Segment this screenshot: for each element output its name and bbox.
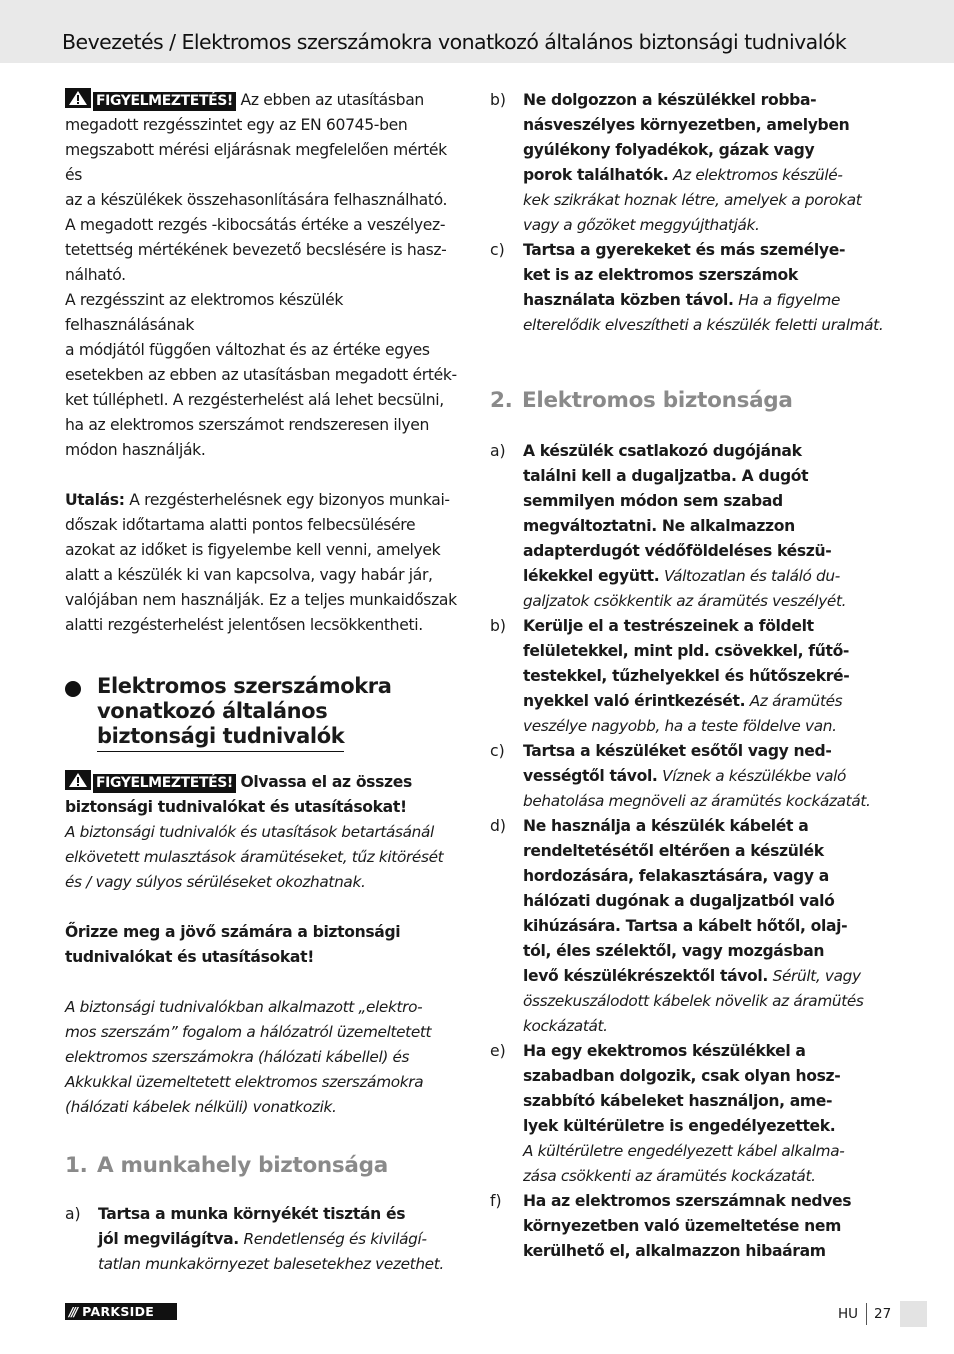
text-line: vagy a gőzöket meggyújthatják. [523, 216, 760, 234]
bullet-icon [65, 681, 81, 697]
text-line: A biztonsági tudnivalókban alkalmazott „elektro- [65, 998, 423, 1016]
general-safety-heading [65, 674, 465, 752]
section-title: Elektromos biztonsága [522, 388, 793, 413]
warning-vibration-paragraph [65, 88, 465, 463]
warning-label: FIGYELMEZTETÉS! [93, 774, 236, 793]
section-2-heading [490, 387, 892, 415]
text-line: Őrizze meg a jövő számára a biztonsági [65, 923, 401, 941]
text-line: Tartsa a készüléket esőtől vagy ned- [523, 742, 832, 760]
text-line: zása csökkenti az áramütés kockázatát. [523, 1167, 816, 1185]
text-line: hordozására, felakasztására, vagy a [523, 867, 829, 885]
footer-tab-box [900, 1301, 927, 1327]
text-line: Az ebben az utasításban [240, 91, 424, 109]
text-line: jól megvilágítva. [98, 1230, 239, 1248]
text-line: A kültérületre engedélyezett kábel alkalma- [523, 1142, 845, 1160]
section-1-heading [65, 1152, 465, 1180]
text-line: Ne használja a készülék kábelét a [523, 817, 809, 835]
text-line: tudnivalókat és utasításokat! [65, 948, 314, 966]
text-line: semmilyen módon sem szabad [523, 492, 783, 510]
item-letter: f) [490, 1192, 502, 1210]
text-line: Tartsa a munka környékét tisztán és [98, 1205, 406, 1223]
text-line: megváltoztatni. Ne alkalmazzon [523, 517, 795, 535]
warning-triangle-icon [65, 88, 91, 107]
note-label: Utalás: [65, 491, 125, 509]
item-letter: a) [490, 442, 506, 460]
text-line: A készülék csatlakozó dugójának [523, 442, 802, 460]
text-line: adapterdugót védőföldeléses készü- [523, 542, 832, 560]
text-line: a módjától függően változhat és az értéke egyes [65, 341, 430, 359]
text-line: szabadban dolgozik, csak olyan hosz- [523, 1067, 841, 1085]
text-line: elkövetett mulasztások áramütéseket, tűz kitörését [65, 848, 444, 866]
language-code: HU [838, 1306, 859, 1322]
list-item [490, 1039, 892, 1189]
text-line: találni kell a dugaljzatba. A dugót [523, 467, 809, 485]
text-line: használata közben távol. [523, 291, 734, 309]
text-line: elektromos szerszámokra (hálózati kábellel) és [65, 1048, 410, 1066]
text-line: összekuszálodott kábelek növelik az áramütés [523, 992, 864, 1010]
text-line: veszélye nagyobb, ha a teste földelve van. [523, 717, 837, 735]
text-line: galjzatok csökkentik az áramütés veszélyét. [523, 592, 847, 610]
section-number: 1. [65, 1153, 88, 1178]
section-number: 2. [490, 388, 513, 413]
text-line: A rezgésszint az elektromos készülék felhasználásának [65, 291, 344, 334]
text-line: módon használják. [65, 441, 206, 459]
text-line: elterelődik elveszítheti a készülék feletti uralmát. [523, 316, 884, 334]
text-line: környezetben való üzemeltetése nem [523, 1217, 842, 1235]
text-line: esetekben az ebben az utasításban megadott érték- [65, 366, 457, 384]
text-line: A biztonsági tudnivalók és utasítások betartásánál [65, 823, 434, 841]
text-line: Tartsa a gyerekeket és más személye- [523, 241, 846, 259]
list-item [490, 238, 892, 338]
list-item [490, 88, 892, 238]
text-line: ket túlléphetI. A rezgésterhelést alá lehet becsülni, [65, 391, 444, 409]
text-line: Rendetlenség és kivilágí- [243, 1230, 427, 1248]
item-list-2 [490, 439, 892, 1264]
text-line: alatt a készülék ki van kapcsolva, vagy habár jár, [65, 566, 433, 584]
text-line: Ha a figyelme [738, 291, 841, 309]
text-line: gyúlékony folyadékok, gázak vagy [523, 141, 815, 159]
text-line: Víznek a készülékbe való [662, 767, 847, 785]
heading-line: Elektromos szerszámokra [97, 674, 392, 698]
note-paragraph [65, 488, 465, 638]
warning-triangle-icon [65, 770, 91, 789]
text-line: ha az elektromos szerszámot rendszeresen ilyen [65, 416, 429, 434]
heading-line: biztonsági tudnivalók [97, 724, 344, 752]
list-item [490, 814, 892, 1039]
text-line: behatolása megnöveli az áramütés kockázatát. [523, 792, 871, 810]
warning-read-all-paragraph [65, 770, 465, 895]
text-line: testekkel, tűzhelyekkel és hűtőszekré- [523, 667, 850, 685]
text-line: Változatlan és találó du- [663, 567, 840, 585]
item-letter: b) [490, 617, 506, 635]
text-line: porok találhatók. [523, 166, 669, 184]
text-line: kerülhető el, alkalmazzon hibaáram [523, 1242, 826, 1260]
text-line: vességtől távol. [523, 767, 658, 785]
text-line: ket is az elektromos szerszámok [523, 266, 798, 284]
text-line: kek szikrákat hoznak létre, amelyek a porokat [523, 191, 862, 209]
item-list-1 [490, 88, 892, 338]
text-line: az a készülékek összehasonlítására felhasználható. [65, 191, 448, 209]
list-item [490, 1189, 892, 1264]
item-letter: d) [490, 817, 506, 835]
text-line: nyekkel való érintkezését. [523, 692, 746, 710]
text-line: kihúzására. Tartsa a kábelt hőtől, olaj- [523, 917, 848, 935]
text-line: rendeltetésétől eltérően a készülék [523, 842, 824, 860]
text-line: A megadott rezgés -kibocsátás értéke a veszélyez- [65, 216, 446, 234]
item-letter: b) [490, 91, 506, 109]
text-line: Ha egy ekektromos készülékkel a [523, 1042, 806, 1060]
text-line: tatlan munkakörnyezet balesetekhez vezethet. [98, 1255, 444, 1273]
text-line: biztonsági tudnivalókat és utasításokat! [65, 798, 407, 816]
text-line: Sérült, vagy [772, 967, 861, 985]
text-line: Olvassa el az összes [240, 773, 412, 791]
text-line: szabbító kábeleket használjon, ame- [523, 1092, 833, 1110]
text-line: Ne dolgozzon a készülékkel robba- [523, 91, 817, 109]
text-line: lyek kültérületre is engedélyezettek. [523, 1117, 836, 1135]
text-line: Az áramütés [749, 692, 843, 710]
list-item [490, 739, 892, 814]
text-line: megszabott mérési eljárásnak megfelelően mérték és [65, 141, 447, 184]
text-line: Az elektromos készülé- [673, 166, 843, 184]
right-column [490, 88, 892, 1264]
list-item [490, 614, 892, 739]
footer-divider [866, 1303, 867, 1325]
item-letter: c) [490, 241, 505, 259]
text-line: násveszélyes környezetben, amelyben [523, 116, 850, 134]
page-title: Bevezetés / Elektromos szerszámokra vonatkozó általános biztonsági tudnivalók [62, 30, 847, 54]
text-line: tól, éles szélektől, vagy mozgásban [523, 942, 825, 960]
text-line: valójában nem használják. Ez a teljes munkaidőszak [65, 591, 457, 609]
list-item [490, 439, 892, 614]
text-line: megadott rezgésszintet egy az EN 60745-ben [65, 116, 408, 134]
keep-instructions-paragraph [65, 920, 465, 970]
text-line: felületekkel, mint pld. csövekkel, fűtő- [523, 642, 850, 660]
logo-stripes: /// [69, 1304, 77, 1319]
text-line: hálózati dugónak a dugaljzatból való [523, 892, 835, 910]
text-line: alatti rezgésterhelést jelentősen lecsökkentheti. [65, 616, 423, 634]
section-title: A munkahely biztonsága [97, 1153, 388, 1178]
page-number: 27 [874, 1306, 892, 1322]
item-letter: c) [490, 742, 505, 760]
text-line: kockázatát. [523, 1017, 608, 1035]
text-line: Ha az elektromos szerszámnak nedves [523, 1192, 852, 1210]
text-line: Akkukkal üzemeltetett elektromos szerszámokra [65, 1073, 424, 1091]
text-line: Kerülje el a testrészeinek a földelt [523, 617, 814, 635]
text-line: és / vagy súlyos sérüléseket okozhatnak. [65, 873, 366, 891]
definition-paragraph [65, 995, 465, 1120]
text-line: tetettség mértékének bevezető becslésére is hasz- [65, 241, 447, 259]
item-letter: a) [65, 1205, 81, 1223]
logo-brand: PARKSIDE [82, 1304, 155, 1319]
list-item [65, 1202, 465, 1277]
heading-line: vonatkozó általános [97, 699, 328, 723]
text-line: lékekkel együtt. [523, 567, 660, 585]
page-header [0, 0, 954, 63]
item-letter: e) [490, 1042, 506, 1060]
text-line: nálható. [65, 266, 126, 284]
text-line: (hálózati kábelek nélküli) vonatkozik. [65, 1098, 337, 1116]
text-line: azokat az időket is figyelembe kell venni, amelyek [65, 541, 441, 559]
text-line: A rezgésterhelésnek egy bizonyos munkai- [129, 491, 450, 509]
parkside-logo [65, 1303, 177, 1320]
text-line: dőszak időtartama alatti pontos felbecsülésére [65, 516, 416, 534]
left-column [65, 88, 465, 1277]
warning-label: FIGYELMEZTETÉS! [93, 92, 236, 111]
text-line: levő készülékrészektől távol. [523, 967, 768, 985]
text-line: mos szerszám” fogalom a hálózatról üzemeltetett [65, 1023, 432, 1041]
